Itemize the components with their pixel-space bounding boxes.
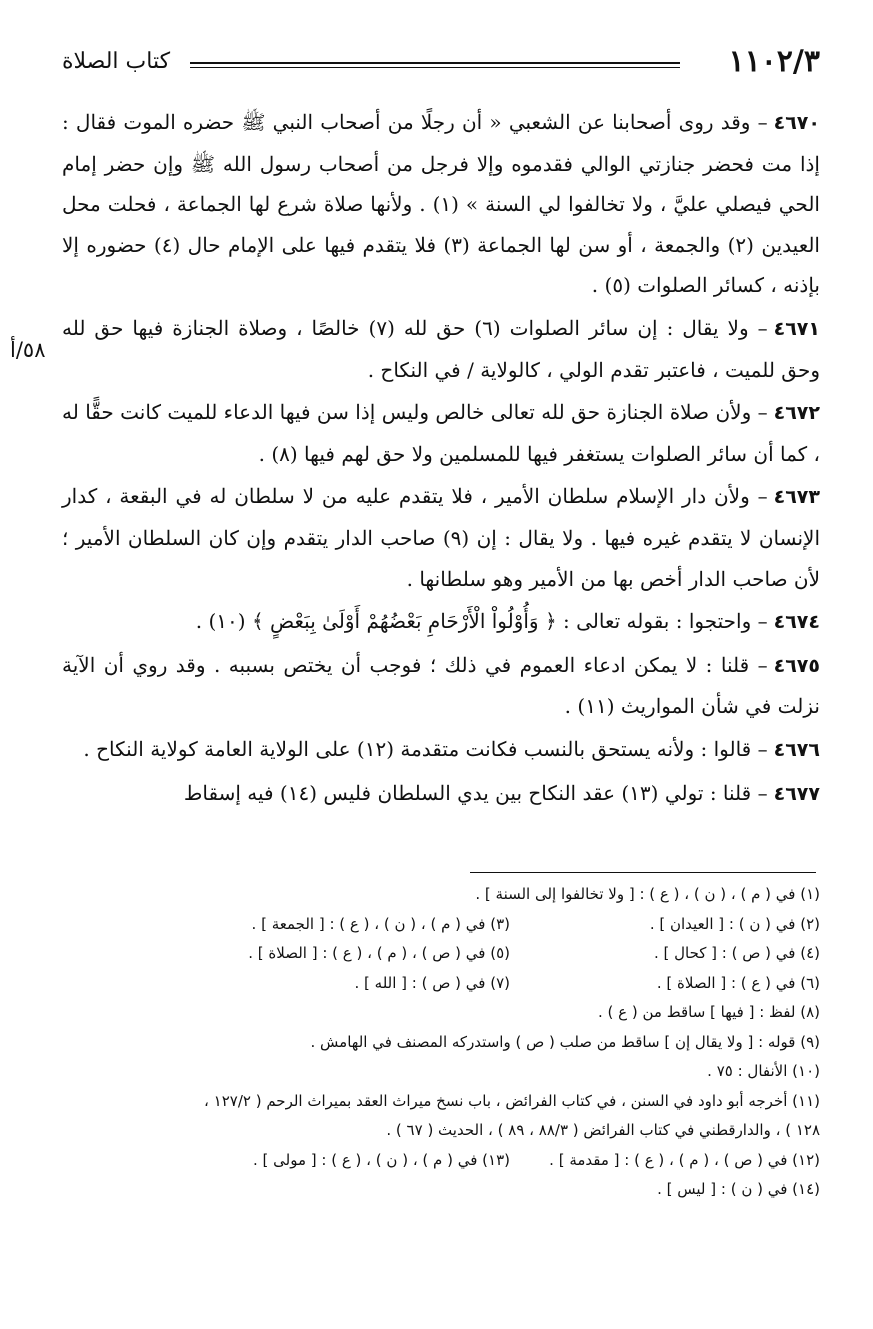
footnote-row [60,1146,820,1176]
footnote-row [60,969,820,999]
main-text [62,102,820,816]
running-title: كتاب الصلاة [62,49,171,74]
paragraph-number: ٤٦٧٣ [773,486,820,509]
footnote: (٣) في ( م ) ، ( ن ) ، ( ع ) : [ الجمعة ] . [251,914,510,933]
header-rule [190,62,680,68]
paragraph-number: ٤٦٧٠ [773,112,820,134]
paragraph-number: ٤٦٧٧ [773,782,820,805]
footnote-separator [470,872,816,873]
paragraph-text: – ولا يقال : إن سائر الصلوات (٦) حق لله (٧) خالصًا ، وصلاة الجنازة فيها حق لله وحق للميت ، فاعتبر تقدم الولي ، كالولاية / في النكاح . [62,315,820,382]
paragraph-text: – ولأن صلاة الجنازة حق لله تعالى خالص وليس إذا سن فيها الدعاء للميت كانت حقًّا له ، كما أن سائر الصلوات يستغفر فيها للمسلمين ولا حق لهم فيها (٨) . [62,400,820,466]
footnote: (٧) في ( ص ) : [ الله ] . [354,973,510,992]
footnote: (١٣) في ( م ) ، ( ن ) ، ( ع ) : [ مولى ] . [253,1150,510,1169]
footnote: (٩) قوله : [ ولا يقال إن ] ساقط من صلب ( ص ) واستدركه المصنف في الهامش . [310,1032,820,1051]
footnotes [60,880,820,1205]
footnote: (٦) في ( ع ) : [ الصلاة ] . [656,973,820,992]
paragraph-text: – قلنا : تولي (١٣) عقد النكاح بين يدي السلطان فليس (١٤) فيه إسقاط [183,780,768,805]
footnote: (١١) أخرجه أبو داود في السنن ، في كتاب الفرائض ، باب نسخ ميراث العقد بميراث الرحم ( ١٢٧/٢ ، [204,1091,820,1110]
paragraph-number: ٤٦٧١ [773,317,820,340]
footnote: (٥) في ( ص ) ، ( م ) ، ( ع ) : [ الصلاة ] . [248,944,510,962]
paragraph-text: – واحتجوا : بقوله تعالى : ﴿ وَأُوْلُواْ الْأَرْحَامِ بَعْضُهُمْ أَوْلَىٰ بِبَعْضٍ ﴾ (١٠) . [195,609,768,634]
page-header [62,42,820,82]
paragraph [62,102,820,306]
paragraph-text: – قالوا : ولأنه يستحق بالنسب فكانت متقدمة (١٢) على الولاية العامة كولاية النكاح . [83,736,768,761]
footnote: (٢) في ( ن ) : [ العيدان ] . [649,914,820,933]
footnote-row [60,910,820,940]
footnote: (١٢) في ( ص ) ، ( م ) ، ( ع ) : [ مقدمة ] . [549,1150,820,1169]
paragraph [62,645,820,727]
paragraph [62,601,820,643]
paragraph [62,729,820,771]
paragraph [62,392,820,474]
footnote: (١٠) الأنفال : ٧٥ . [707,1062,820,1080]
footnote: (١) في ( م ) ، ( ن ) ، ( ع ) : [ ولا تخالفوا إلى السنة ] . [475,885,820,903]
paragraph [62,308,820,390]
footnote: (٤) في ( ص ) : [ كحال ] . [653,944,820,962]
footnote-continuation: ١٢٨ ) ، والدارقطني في كتاب الفرائض ( ٨٨/٣ ، ٨٩ ) ، الحديث ( ٦٧ ) . [386,1121,820,1139]
paragraph-number: ٤٦٧٤ [773,611,820,634]
paragraph-number: ٤٦٧٥ [773,654,820,677]
paragraph-number: ٤٦٧٢ [773,402,820,425]
footnote: (٨) لفظ : [ فيها ] ساقط من ( ع ) . [598,1003,820,1021]
footnote: (١٤) في ( ن ) : [ ليس ] . [657,1180,820,1198]
paragraph-text: – قلنا : لا يمكن ادعاء العموم في ذلك ؛ فوجب أن يختص بسببه . وقد روي أن الآية نزلت في شأن المواريث (١١) . [62,652,820,719]
paragraph-number: ٤٦٧٦ [773,738,820,761]
paragraph [62,476,820,599]
paragraph-text: – وقد روى أصحابنا عن الشعبي « أن رجلًا من أصحاب النبي ﷺ حضره الموت فقال : إذا مت فحضر جنازتي الوالي فقدموه وإلا فرجل من أصحاب رسول الله ﷺ وإن حضر إمام الحي فيصلي عليَّ ، ولا تخالفوا لي السنة » (١) . ولأنها صلاة شرع لها الجماعة ، فحلت محل العيدين (٢) والجمعة ، أو سن لها الجماعة (٣) فلا يتقدم فيها على الإمام حال (٤) حضوره إلا بإذنه ، كسائر الصلوات (٥) . [62,110,820,298]
manuscript-folio-note: ٥٨/أ [10,338,46,362]
paragraph-text: – ولأن دار الإسلام سلطان الأمير ، فلا يتقدم عليه من لا سلطان له في البقعة ، كدار الإنسان لا يتقدم غيره فيها . ولا يقال : إن (٩) صاحب الدار يتقدم وإن كان السلطان الأمير ؛ لأن صاحب الدار أخص بها من الأمير وهو سلطانها . [62,484,820,591]
paragraph [62,773,820,815]
page-number: ١١٠٢/٣ [728,44,820,79]
footnote-row [60,939,820,969]
